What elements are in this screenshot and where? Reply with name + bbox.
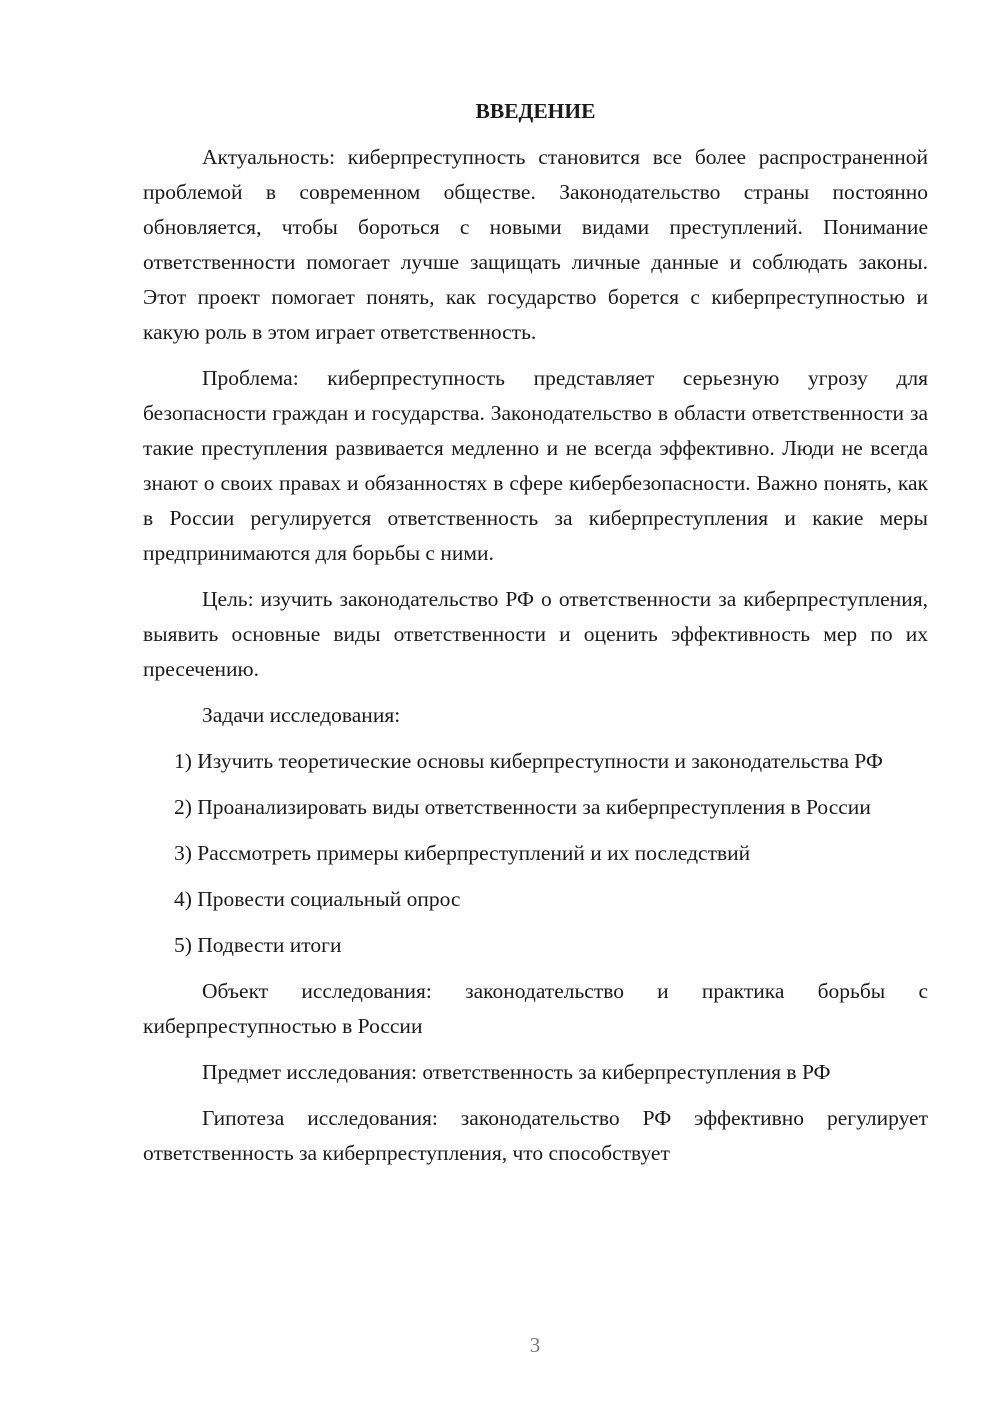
task-item-2: 2) Проанализировать виды ответственности за киберпреступления в России [174,795,871,819]
paragraph-relevance: Актуальность: киберпреступность становится все более распространенной проблемой в современном обществе. Законодательство страны постоянно обновляется, чтобы бороться с новыми видами преступлений. Понимание ответственности помогает лучше защищать личные данные и соблюдать законы. Этот проект помогает понять, как государство борется с киберпреступностью и какую роль в этом играет ответственность. [143,145,928,344]
task-item-3: 3) Рассмотреть примеры киберпреступлений и их последствий [174,841,751,865]
paragraph-object: Объект исследования: законодательство и практика борьбы с киберпреступностью в России [143,979,928,1038]
task-item-1: 1) Изучить теоретические основы киберпреступности и законодательства РФ [174,749,883,773]
paragraph-problem: Проблема: киберпреступность представляет серьезную угрозу для безопасности граждан и государства. Законодательство в области ответственности за такие преступления развивается медленно и не всегда эффективно. Люди не всегда знают о своих правах и обязанностях в сфере кибербезопасности. Важно понять, как в России регулируется ответственность за киберпреступления и какие меры предпринимаются для борьбы с ними. [143,366,928,565]
paragraph-tasks-heading: Задачи исследования: [202,703,401,727]
document-body [143,94,928,1182]
paragraph-hypothesis: Гипотеза исследования: законодательство РФ эффективно регулирует ответственность за киберпреступления, что способствует [143,1106,928,1165]
page-number: 3 [529,1333,541,1357]
task-item-5: 5) Подвести итоги [174,933,342,957]
paragraph-goal: Цель: изучить законодательство РФ о ответственности за киберпреступления, выявить основные виды ответственности и оценить эффективность мер по их пресечению. [143,587,928,681]
section-title: ВВЕДЕНИЕ [475,99,596,123]
paragraph-subject: Предмет исследования: ответственность за киберпреступления в РФ [202,1060,831,1084]
task-item-4: 4) Провести социальный опрос [174,887,461,911]
